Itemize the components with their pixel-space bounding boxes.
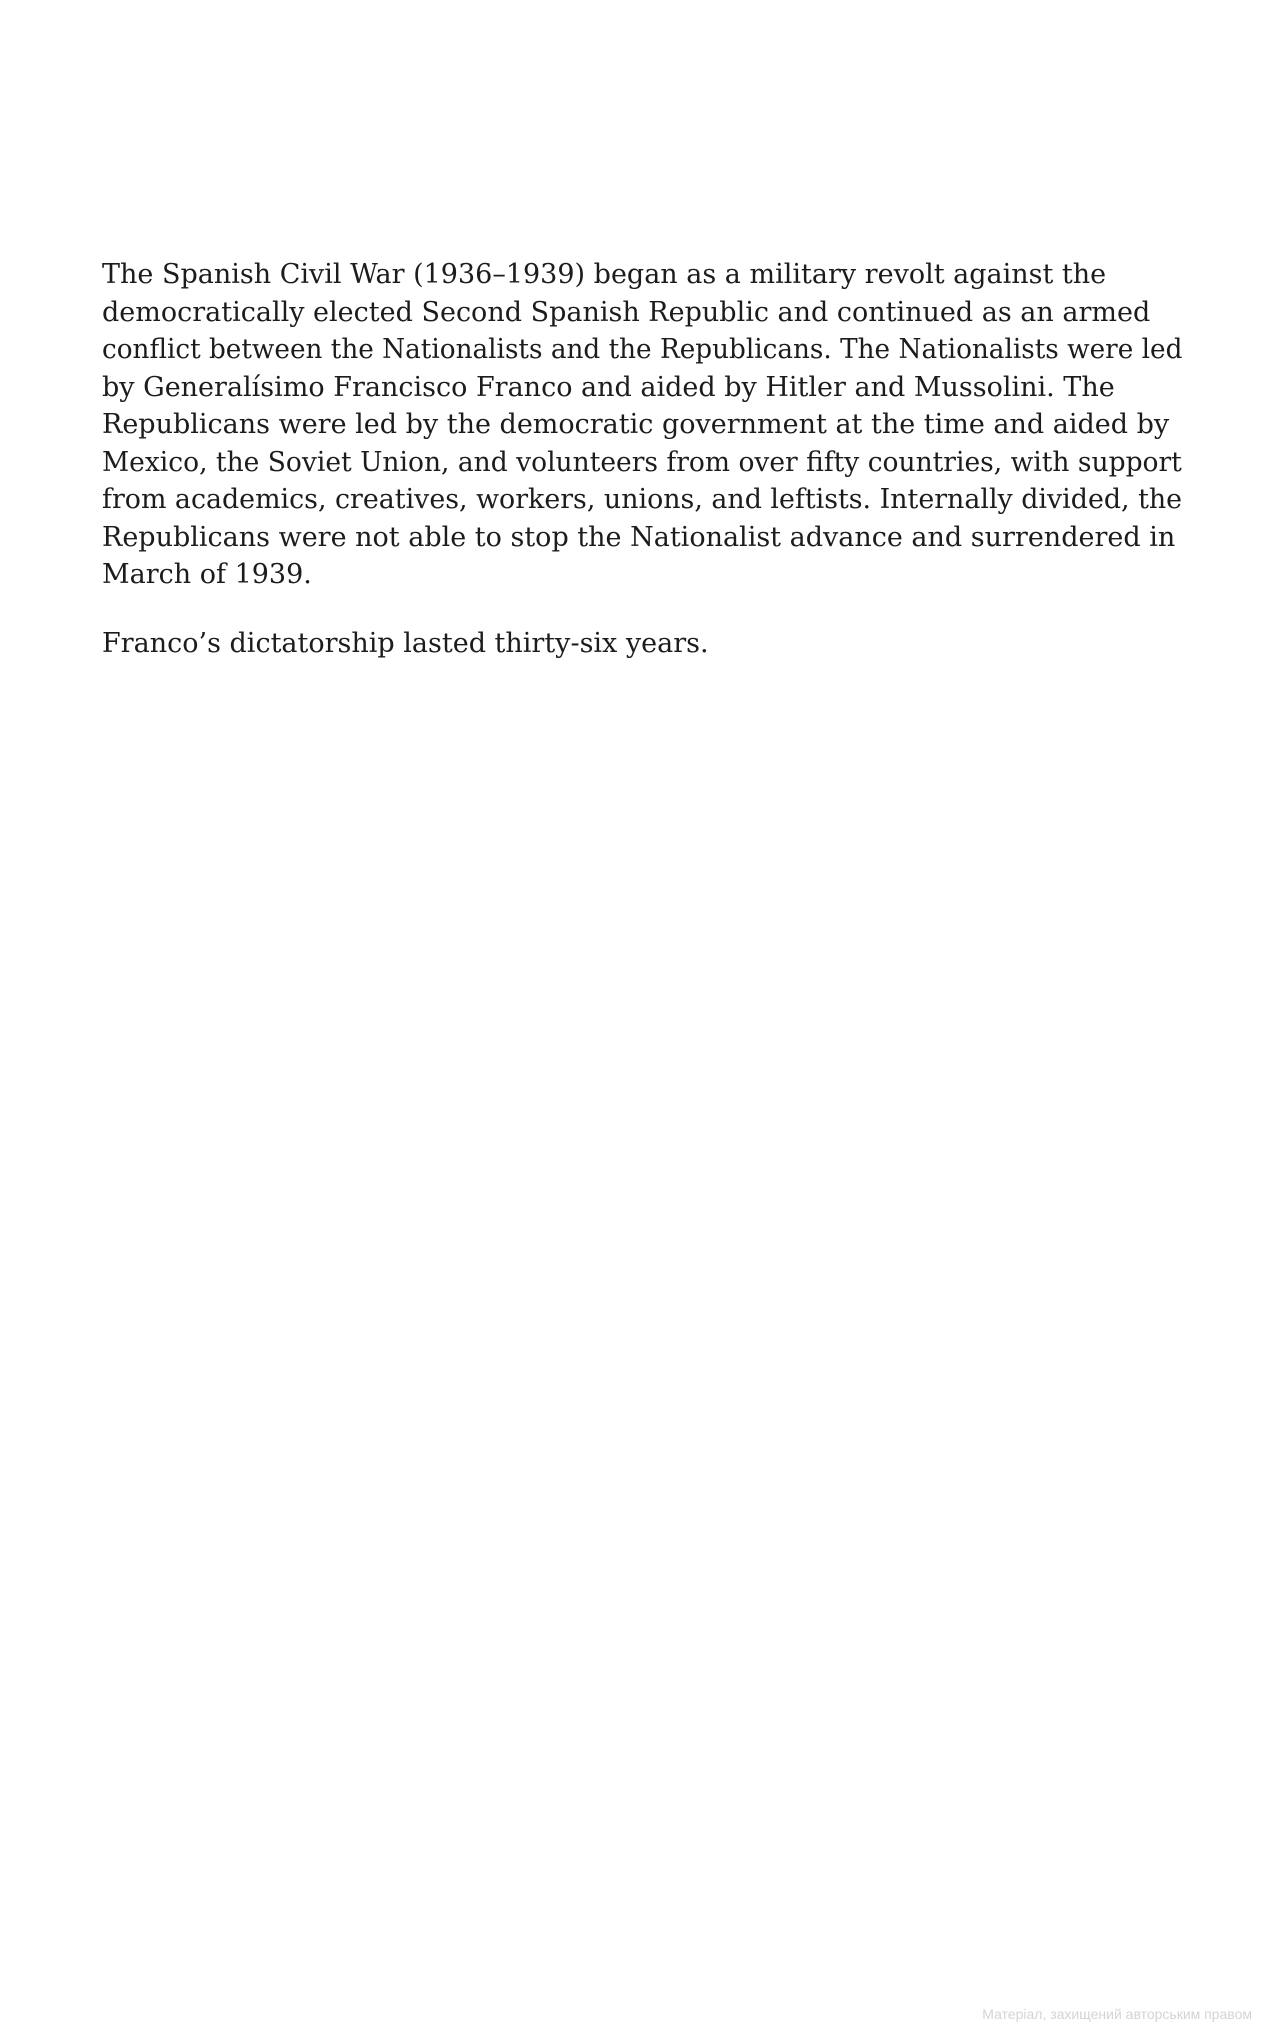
text-line: from academics, creatives, workers, unions, and leftists. Internally divided, the [102, 484, 1183, 515]
text-line: March of 1939. [102, 559, 312, 590]
text-line: Franco’s dictatorship lasted thirty-six years. [102, 627, 709, 659]
paragraph-dictatorship [102, 625, 1182, 663]
text-line: Republicans were led by the democratic government at the time and aided by [102, 409, 1170, 440]
text-line: democratically elected Second Spanish Republic and continued as an armed [102, 296, 1151, 328]
text-line: Mexico, the Soviet Union, and volunteers from over fifty countries, with support [102, 446, 1182, 478]
body-text [102, 256, 1182, 662]
copyright-watermark: Матеріал, захищений авторським правом [982, 2006, 1252, 2022]
paragraph-intro [102, 256, 1182, 594]
text-line: Republicans were not able to stop the Nationalist advance and surrendered in [102, 521, 1176, 553]
text-line: conflict between the Nationalists and the Republicans. The Nationalists were led [102, 334, 1183, 365]
text-line: The Spanish Civil War (1936–1939) began as a military revolt against the [102, 259, 1107, 290]
text-line: by Generalísimo Francisco Franco and aided by Hitler and Mussolini. The [102, 371, 1115, 403]
